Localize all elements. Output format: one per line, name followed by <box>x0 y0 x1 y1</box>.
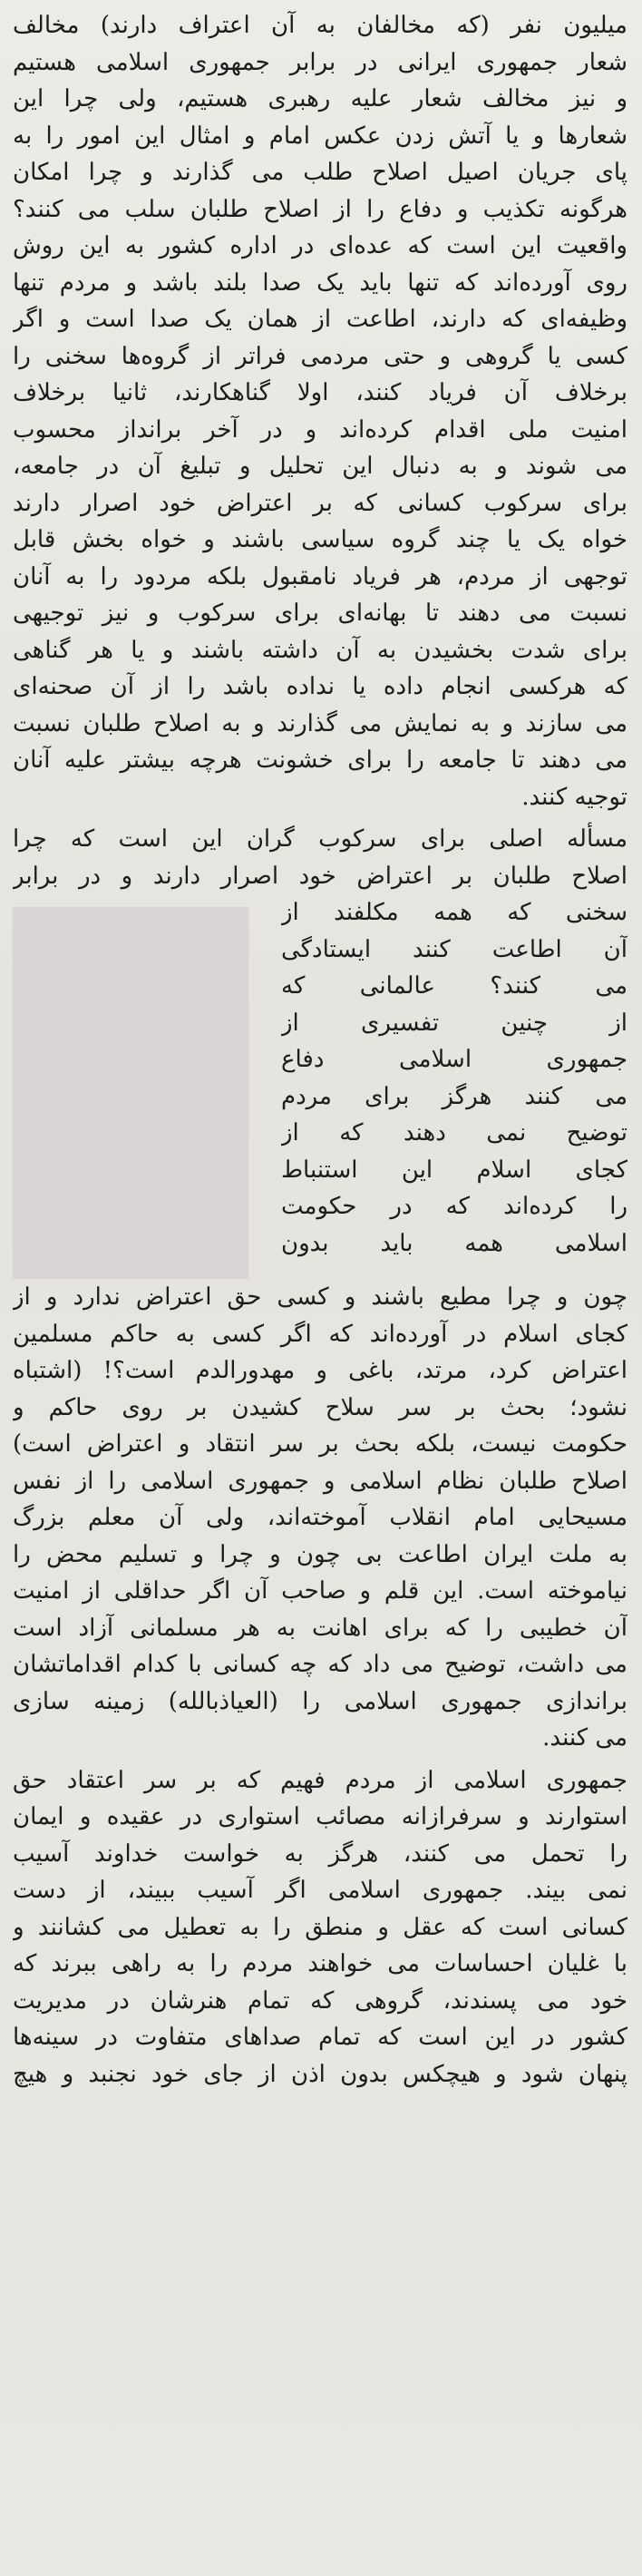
text-line: روی آورده‌اند که تنها باید یک صدا بلند باشد و مردم تنها <box>13 268 627 297</box>
text-line: کجای اسلام این استنباط <box>281 1156 627 1184</box>
text-line: امنیت ملی اقدام کرده‌اند و در آخر برانداز محسوب <box>13 415 627 444</box>
paragraph-3 <box>13 1762 627 2093</box>
text-line: مسأله اصلی برای سرکوب گران این است که چرا <box>13 825 627 853</box>
text-wrap-around-image <box>13 894 627 1279</box>
text-line: با غلیان احساسات می خواهند مردم را به راهی ببرند که <box>13 1950 627 1977</box>
text-line: توضیح نمی دهند که از <box>281 1119 627 1147</box>
text-line: پای جریان اصیل اصلاح طلب می گذارند و چرا امکان <box>13 159 627 186</box>
text-line: جمهوری اسلامی از مردم فهیم که بر سر اعتقاد حق <box>13 1766 627 1794</box>
text-line: که هرکسی انجام داده یا نداده باشد را از آن صحنه‌ای <box>13 673 627 700</box>
text-line: نشود؛ بحث بر سر سلاح کشیدن بر روی حاکم و <box>13 1393 627 1421</box>
text-line: شعار جمهوری ایرانی در برابر جمهوری اسلامی هستیم <box>13 48 627 76</box>
text-line: اسلامی همه باید بدون <box>281 1229 627 1257</box>
narrow-text-column <box>248 894 627 1279</box>
text-line: هرگونه تکذیب و دفاع را از اصلاح طلبان سلب می کنند؟ <box>13 195 627 223</box>
text-line: براندازی جمهوری اسلامی را (العیاذبالله) زمینه سازی <box>13 1687 627 1715</box>
text-line: اصلاح طلبان بر اعتراض خود اصرار دارند و در برابر <box>13 862 627 890</box>
text-line: جمهوری اسلامی دفاع <box>281 1046 627 1073</box>
text-line: شعارها و یا آتش زدن عکس امام و امثال این امور را به <box>13 122 627 150</box>
text-line: کجای اسلام در آورده‌اند که اگر کسی به حاکم مسلمین <box>13 1320 627 1348</box>
text-line: آن خطیبی را که برای اهانت به هر مسلمانی آزاد است <box>13 1614 627 1642</box>
text-line: می کنند. <box>542 1724 627 1751</box>
text-line: برای سرکوب کسانی که بر اعتراض خود اصرار دارند <box>13 489 627 517</box>
text-line: خود می پسندند، گروهی که تمام هنرشان در مدیریت <box>13 1986 627 2015</box>
text-line: کسانی است که عقل و منطق را به تعطیل می کشانند و <box>13 1913 627 1941</box>
text-line: برخلاف آن فریاد کنند، اولا گناهکارند، ثانیا برخلاف <box>13 379 627 406</box>
blurred-image-region <box>13 907 248 1279</box>
text-line: از چنین تفسیری از <box>281 1009 627 1037</box>
text-line: وظیفه‌ای که دارند، اطاعت از همان یک صدا است و اگر <box>13 306 627 333</box>
text-line: مسیحایی امام انقلاب آموخته‌اند، ولی آن معلم بزرگ <box>13 1504 627 1531</box>
text-line: می سازند و به نمایش می گذارند و به اصلاح طلبان نسبت <box>13 709 627 737</box>
text-line: توجیه کنند. <box>521 783 627 811</box>
text-line: پنهان شود و هیچکس بدون اذن از جای خود نجنبد و هیچ <box>13 2060 627 2088</box>
text-line: برای شدت بخشیدن به آن داشته باشند و یا هر گناهی <box>13 636 627 664</box>
text-line: آن اطاعت کنند ایستادگی <box>281 935 627 963</box>
text-line: نسبت می دهند تا بهانه‌ای برای سرکوب و نیز توجیهی <box>13 600 627 627</box>
text-line: و نیز مخالف شعار علیه رهبری هستیم، ولی چرا این <box>13 85 627 112</box>
text-line: می کنند؟ عالمانی که <box>281 972 627 1000</box>
paragraph-2 <box>13 821 627 1757</box>
text-line: چون و چرا مطیع باشند و کسی حق اعتراض ندارد و از <box>13 1283 627 1311</box>
text-line: می شوند و به دنبال این تحلیل و تبلیغ آن در جامعه، <box>13 453 627 480</box>
text-line: توجهی از مردم، هر فریاد نامقبول بلکه مردود را به آنان <box>13 562 627 590</box>
paragraph-1 <box>13 7 627 815</box>
text-line: اصلاح طلبان نظام اسلامی و جمهوری اسلامی را از نفس <box>13 1467 627 1495</box>
text-line: را تحمل می کنند، هرگز به خواست خداوند آسیب <box>13 1839 627 1868</box>
article-column <box>13 7 627 2093</box>
text-line: استوارند و سرفرازانه مصائب استواری در عقیده و ایمان <box>13 1803 627 1830</box>
text-line: اعتراض کرد، مرتد، باغی و مهدورالدم است؟! (اشتباه <box>13 1357 627 1384</box>
text-line: می کنند هرگز برای مردم <box>281 1082 627 1110</box>
text-line: حکومت نیست، بلکه بحث بر سر انتقاد و اعتراض است) <box>13 1430 627 1458</box>
text-line: نیاموخته است. این قلم و صاحب آن اگر حداقلی از امنیت <box>13 1577 627 1605</box>
text-line: به ملت ایران اطاعت بی چون و چرا و تسلیم محض را <box>13 1540 627 1568</box>
text-line: نمی بیند. جمهوری اسلامی اگر آسیب ببیند، از دست <box>13 1877 627 1904</box>
text-line: سخنی که همه مکلفند از <box>281 899 627 926</box>
text-line: کشور در این است که تمام صداهای متفاوت در سینه‌ها <box>13 2024 627 2051</box>
text-line: می دهند تا جامعه را برای خشونت هرچه بیشتر علیه آنان <box>13 746 627 774</box>
text-line: میلیون نفر (که مخالفان به آن اعتراف دارند) مخالف <box>13 12 627 39</box>
text-line: می داشت، توضیح می داد که چه کسانی با کدام اقداماتشان <box>13 1651 627 1678</box>
text-line: واقعیت این است که عده‌ای در اداره کشور به این روش <box>13 232 627 259</box>
text-line: کسی یا گروهی و حتی مردمی فراتر از گروه‌ها سخنی را <box>13 342 627 370</box>
text-line: خواه یک یا چند گروه سیاسی باشند و خواه بخش قابل <box>13 526 627 553</box>
text-line: را کرده‌اند که در حکومت <box>281 1193 627 1220</box>
